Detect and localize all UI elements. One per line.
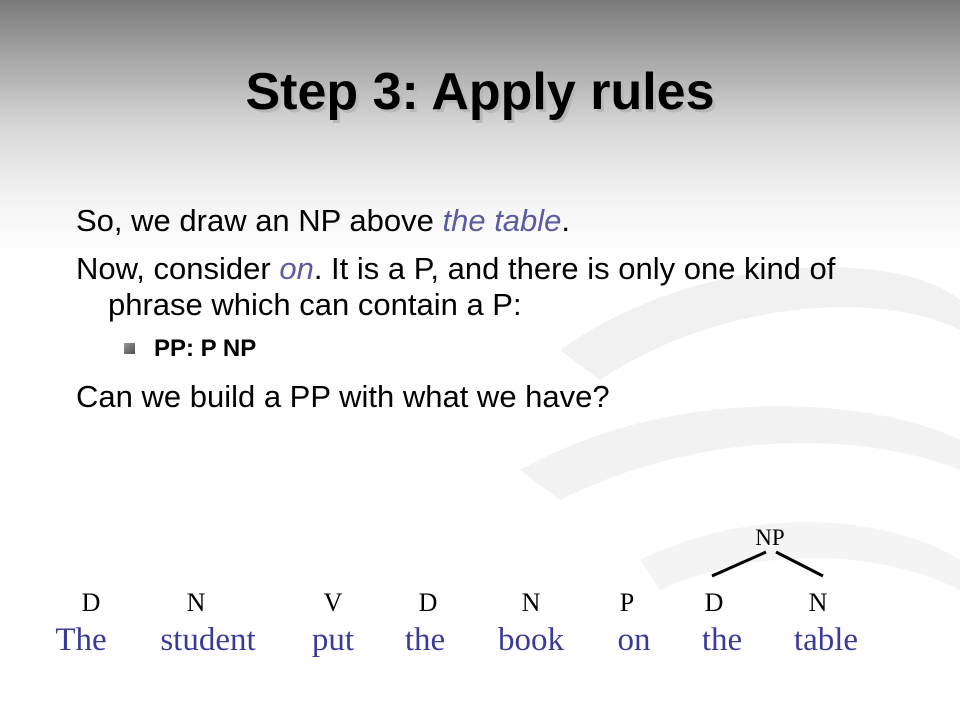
body-line-2-text: Now, consider [76, 251, 280, 286]
tree-word: student [160, 622, 256, 658]
body-line-1-text: So, we draw an NP above [76, 203, 443, 238]
tree-node-label: NP [755, 525, 785, 550]
tree-tag: N [521, 588, 541, 617]
word-row [55, 622, 858, 658]
tree-tag: P [619, 588, 635, 617]
body-line-1-emphasis: the table [442, 203, 562, 238]
tree-tag: D [418, 588, 438, 617]
tree-word: on [617, 622, 651, 658]
tree-tag: N [186, 588, 206, 617]
slide-title: Step 3: Apply rules [245, 63, 715, 121]
tree-tag: V [323, 588, 343, 617]
tree-tag: D [704, 588, 724, 617]
tree-word: the [701, 622, 743, 658]
tree-tag: D [81, 588, 101, 617]
tree-branch-right [776, 552, 823, 576]
sub-bullet-text: PP: P NP [154, 335, 257, 362]
tree-word: the [404, 622, 446, 658]
tree-word: The [55, 622, 107, 658]
tree-word: book [498, 622, 564, 658]
tree-tag: N [808, 588, 828, 617]
body-line-2-end: . It is a P, and there is only one kind of phrase which can contain a P: [108, 251, 836, 322]
body-line-2-emphasis: on [279, 251, 314, 286]
tree-branch-left [712, 552, 766, 576]
body-line-3: Can we build a PP with what we have? [76, 379, 610, 414]
body-line-1-end: . [561, 203, 571, 238]
tree-word: table [793, 622, 859, 658]
tag-row [82, 588, 828, 617]
tree-word: put [311, 622, 355, 658]
